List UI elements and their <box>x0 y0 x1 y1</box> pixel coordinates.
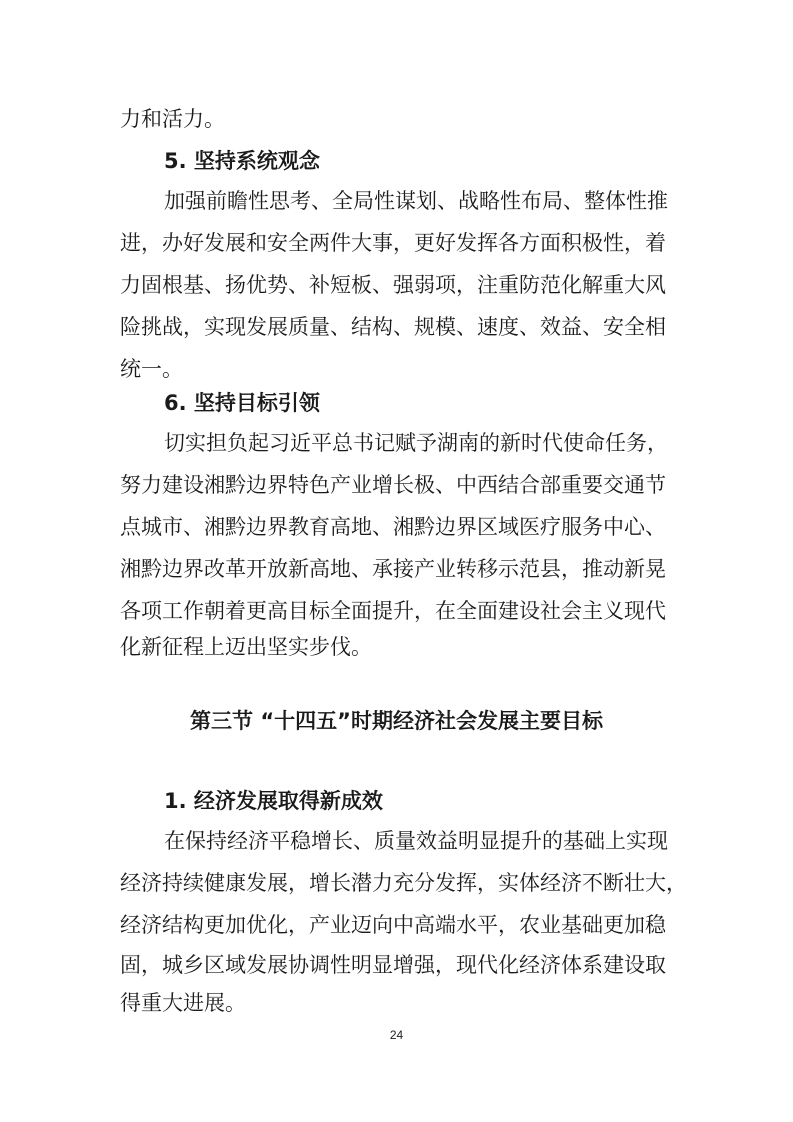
paragraph-line: 力固根基、扬优势、补短板、强弱项，注重防范化解重大风 <box>120 273 666 297</box>
paragraph-line: 得重大进展。 <box>120 991 246 1015</box>
paragraph-line: 加强前瞻性思考、全局性谋划、战略性布局、整体性推 <box>164 189 668 213</box>
paragraph-line: 力和活力。 <box>120 107 225 131</box>
heading-1-economic-development: 1. 经济发展取得新成效 <box>164 789 383 813</box>
paragraph-line: 切实担负起习近平总书记赋予湖南的新时代使命任务， <box>164 431 668 455</box>
paragraph-line: 努力建设湘黔边界特色产业增长极、中西结合部重要交通节 <box>120 473 666 497</box>
paragraph-line: 点城市、湘黔边界教育高地、湘黔边界区域医疗服务中心、 <box>120 515 666 539</box>
paragraph-line: 各项工作朝着更高目标全面提升，在全面建设社会主义现代 <box>120 599 666 623</box>
paragraph-line: 经济持续健康发展，增长潜力充分发挥，实体经济不断壮大， <box>120 871 687 895</box>
paragraph-line: 固，城乡区域发展协调性明显增强，现代化经济体系建设取 <box>120 953 666 977</box>
section-title: 第三节 “十四五”时期经济社会发展主要目标 <box>190 709 603 733</box>
paragraph-line: 湘黔边界改革开放新高地、承接产业转移示范县，推动新晃 <box>120 557 666 581</box>
paragraph-line: 化新征程上迈出坚实步伐。 <box>120 635 372 659</box>
page-number: 24 <box>389 1028 404 1042</box>
paragraph-line: 在保持经济平稳增长、质量效益明显提升的基础上实现 <box>164 829 668 853</box>
paragraph-line: 险挑战，实现发展质量、结构、规模、速度、效益、安全相 <box>120 315 666 339</box>
paragraph-line: 经济结构更加优化，产业迈向中高端水平，农业基础更加稳 <box>120 913 666 937</box>
paragraph-line: 进，办好发展和安全两件大事，更好发挥各方面积极性，着 <box>120 231 666 255</box>
paragraph-line: 统一。 <box>120 357 183 381</box>
heading-6-goal-guidance: 6. 坚持目标引领 <box>164 391 320 415</box>
heading-5-systems-thinking: 5. 坚持系统观念 <box>164 149 320 173</box>
